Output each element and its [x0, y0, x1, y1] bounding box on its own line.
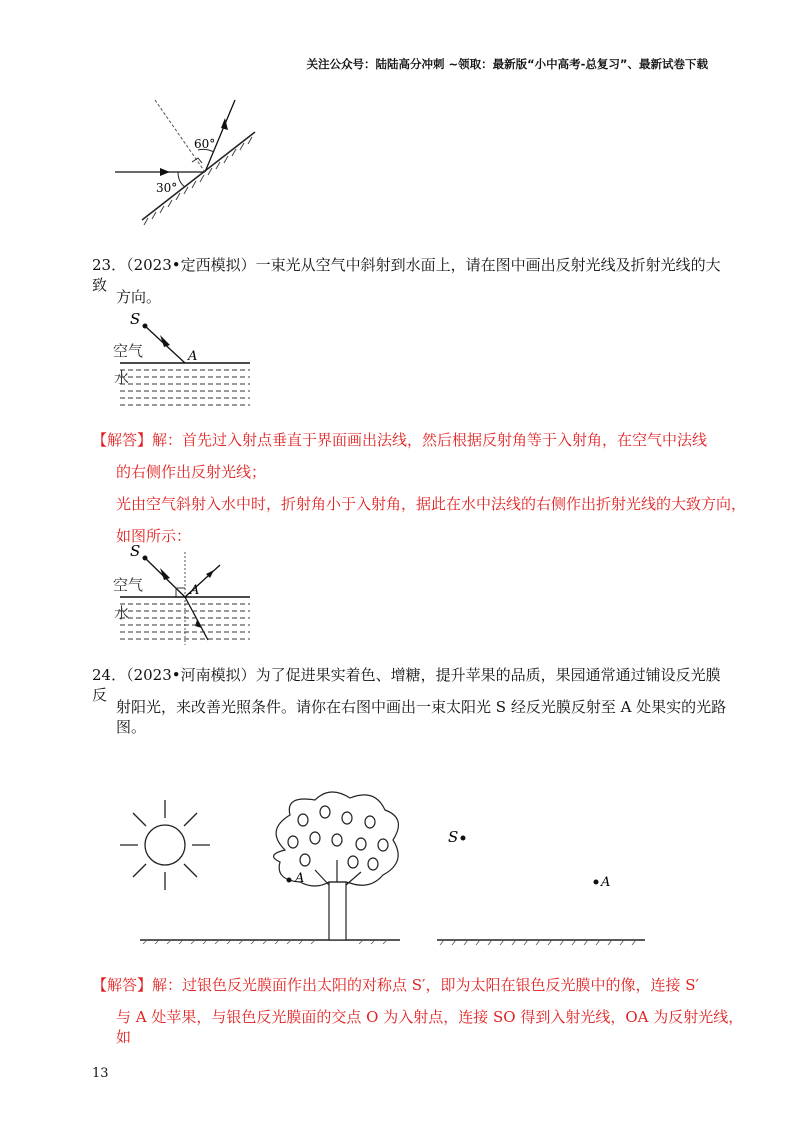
air-label: 空气 — [113, 576, 144, 594]
point-a-label: A — [190, 583, 200, 598]
a23-figure — [110, 540, 260, 650]
water-label: 水 — [114, 369, 130, 387]
sun-icon — [120, 800, 210, 890]
point-a-label: A — [601, 875, 611, 890]
point-s-label: S — [448, 828, 459, 846]
a23-line1: 【解答】解：首先过入射点垂直于界面画出法线，然后根据反射角等于入射角，在空气中法线 — [92, 431, 708, 449]
angle-60-label: 60° — [194, 137, 216, 151]
air-label: 空气 — [113, 342, 144, 360]
point-s-label: S — [130, 310, 141, 328]
mirror-reflection-figure — [110, 92, 270, 232]
point-s-label: S — [130, 542, 141, 560]
a24-line2: 与 A 处苹果，与银色反光膜面的交点 O 为入射点，连接 SO 得到入射光线，OA 为反射光线，如 — [116, 1008, 744, 1046]
water-label: 水 — [114, 604, 130, 622]
page-header: 关注公众号：陆陆高分冲刺 ~领取：最新版“小中高考-总复习”、最新试卷下载 — [306, 57, 708, 71]
page-number: 13 — [92, 1066, 109, 1081]
a23-line4: 如图所示： — [116, 527, 192, 545]
a23-line2: 的右侧作出反射光线； — [116, 463, 267, 481]
q23-line2: 方向。 — [116, 288, 162, 306]
q23-figure — [110, 308, 260, 408]
q23-line1: 23．（2023•定西模拟）一束光从空气中斜射到水面上，请在图中画出反射光线及折射光线的大致 — [92, 256, 721, 294]
angle-30-label: 30° — [156, 181, 178, 195]
apple-tree-icon — [274, 792, 399, 940]
apple-a-label: A — [295, 871, 305, 886]
q24-line2: 射阳光，来改善光照条件。请你在右图中画出一束太阳光 S 经反光膜反射至 A 处果实的光路图。 — [116, 698, 727, 736]
q24-figure — [115, 790, 675, 955]
a24-line1: 【解答】解：过银色反光膜面作出太阳的对称点 S′，即为太阳在银色反光膜中的像，连接 S′ — [92, 976, 699, 994]
a23-line3: 光由空气斜射入水中时，折射角小于入射角，据此在水中法线的右侧作出折射光线的大致方向， — [116, 495, 747, 513]
point-a-label: A — [188, 349, 198, 364]
q24-line1: 24．（2023•河南模拟）为了促进果实着色、增糖，提升苹果的品质，果园通常通过铺设反光膜反 — [92, 666, 721, 704]
